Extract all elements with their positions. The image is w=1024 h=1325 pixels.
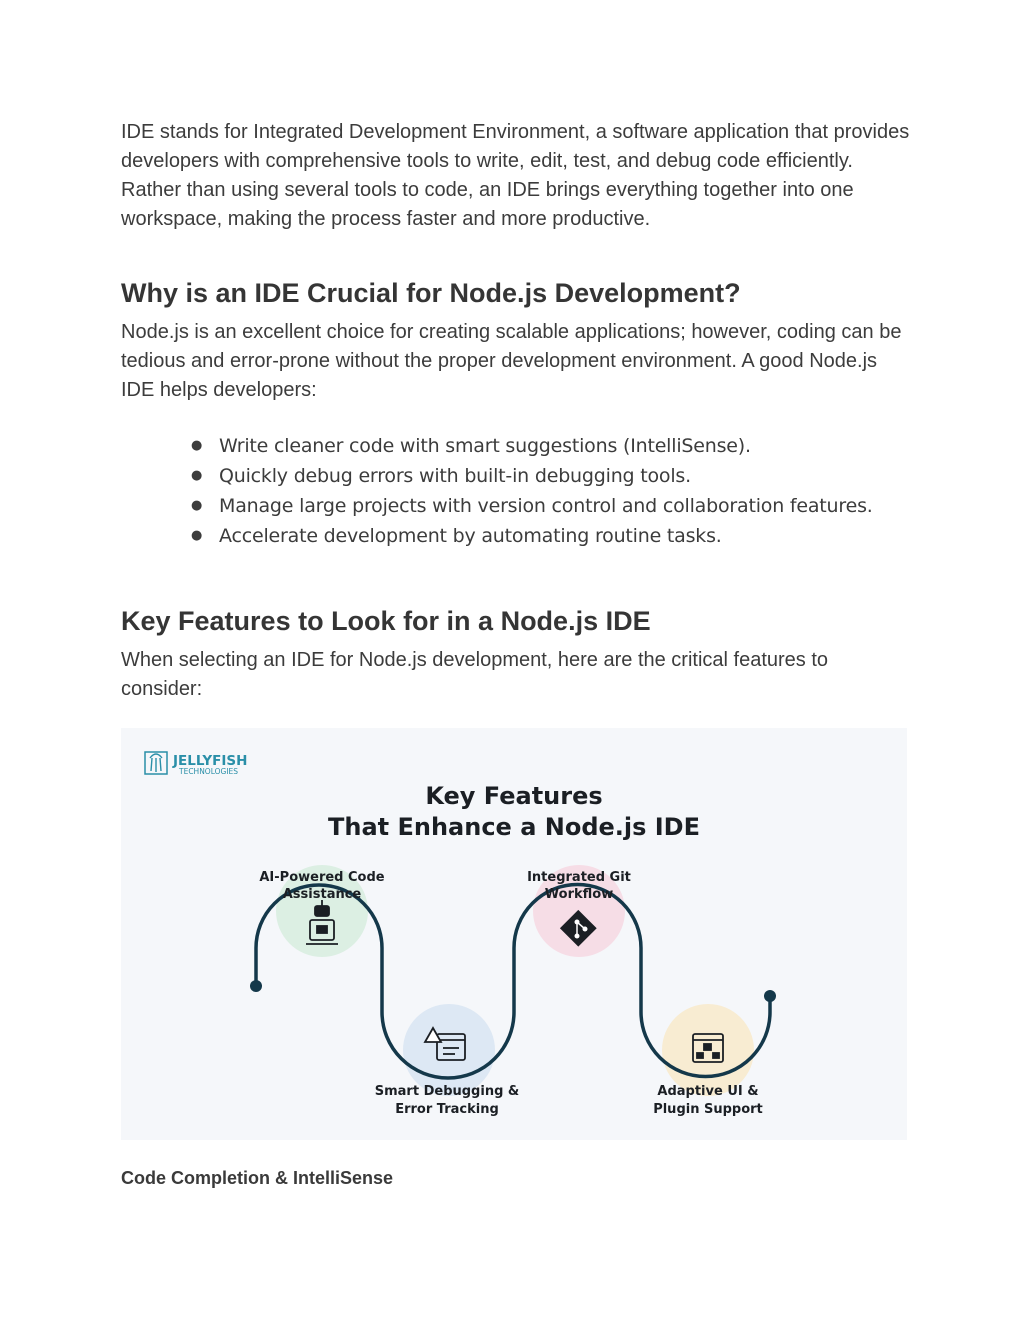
feature-label-git-1: Integrated Git	[527, 870, 631, 885]
list-item: ● Manage large projects with version control and collaboration features.	[191, 491, 911, 521]
infographic-title-line1: Key Features	[425, 782, 603, 810]
key-features-infographic	[121, 728, 907, 1140]
feature-label-plugin-1: Adaptive UI &	[657, 1084, 759, 1099]
list-item: ● Accelerate development by automating routine tasks.	[191, 521, 911, 551]
subheading-code-completion: Code Completion & IntelliSense	[121, 1168, 394, 1188]
path-end-dot	[764, 990, 776, 1002]
bullet-icon: ●	[191, 438, 203, 453]
section-paragraph-why-ide: Node.js is an excellent choice for creating scalable applications; however, coding can be tedious and error-prone without the proper development environment. A good Node.js IDE helps developers:	[121, 321, 902, 401]
section-paragraph-key-features: When selecting an IDE for Node.js development, here are the critical features to consider:	[121, 649, 829, 700]
feature-circle-debug	[403, 1004, 495, 1096]
bullet-icon: ●	[191, 528, 203, 543]
list-item: ● Write cleaner code with smart suggestions (IntelliSense).	[191, 431, 911, 461]
intro-paragraph: IDE stands for Integrated Development Environment, a software application that provides developers with comprehensive tools to write, edit, test, and debug code efficiently. Rather than using several tools to code, an IDE brings everything together into one workspace, making the process faster and more productive.	[121, 121, 910, 230]
bullet-icon: ●	[191, 468, 203, 483]
benefits-list	[121, 431, 911, 551]
list-item: ● Quickly debug errors with built-in debugging tools.	[191, 461, 911, 491]
logo-name: JELLYFISH	[173, 753, 248, 769]
feature-label-ai-1: AI-Powered Code	[259, 870, 385, 885]
feature-label-ai-2: Assistance	[282, 887, 362, 902]
bullet-icon: ●	[191, 498, 203, 513]
document-body	[121, 118, 911, 704]
infographic-title-line2: That Enhance a Node.js IDE	[328, 813, 700, 841]
path-start-dot	[250, 980, 262, 992]
section-heading-why-ide: Why is an IDE Crucial for Node.js Development?	[121, 278, 741, 308]
logo-sub: TECHNOLOGIES	[179, 767, 239, 776]
feature-label-debug-2: Error Tracking	[395, 1102, 499, 1117]
feature-label-git-2: Workflow	[544, 887, 614, 902]
feature-label-debug-1: Smart Debugging &	[374, 1084, 520, 1099]
feature-label-plugin-2: Plugin Support	[653, 1102, 763, 1117]
section-heading-key-features: Key Features to Look for in a Node.js IDE	[121, 606, 651, 636]
jellyfish-logo	[145, 752, 247, 776]
